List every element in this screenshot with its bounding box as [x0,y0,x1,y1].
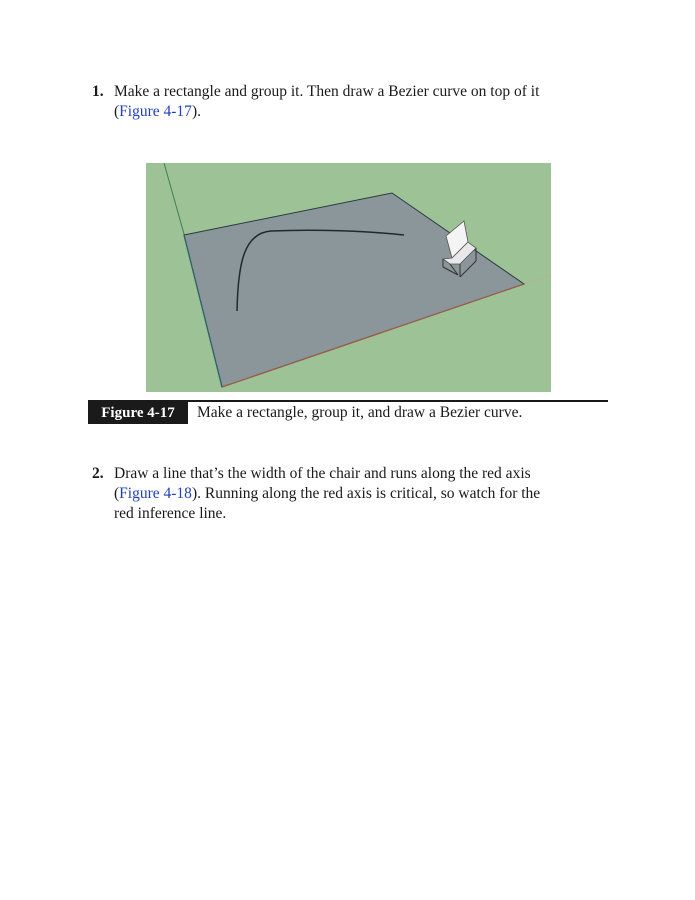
red-axis-extension [524,275,551,284]
rectangle-group [184,193,524,387]
paren-close: ). [191,103,201,120]
figure-image [146,163,551,392]
step-text-line1: Make a rectangle and group it. Then draw a Bezier curve on top of it [114,83,540,100]
figure-link[interactable]: Figure 4-18 [119,485,192,502]
paren-open: ( [114,485,120,502]
figure-link[interactable]: Figure 4-17 [119,103,192,120]
step-2 [92,464,612,524]
green-axis [164,163,186,241]
sketchup-scene [146,163,551,392]
figure-caption: Make a rectangle, group it, and draw a Bezier curve. [197,404,523,421]
step-1 [92,82,612,122]
step-number: 2. [92,465,104,482]
step-text-line2 [92,484,612,504]
step-text-continued: ). Running along the red axis is critical, so watch for the [191,485,541,502]
paren-open: ( [114,103,120,120]
step-number: 1. [92,83,104,100]
step-text-line3: red inference line. [114,505,227,522]
figure-label: Figure 4-17 [88,402,188,424]
step-text-line1: Draw a line that’s the width of the chair and runs along the red axis [114,465,531,482]
step-text-line2 [92,102,612,122]
